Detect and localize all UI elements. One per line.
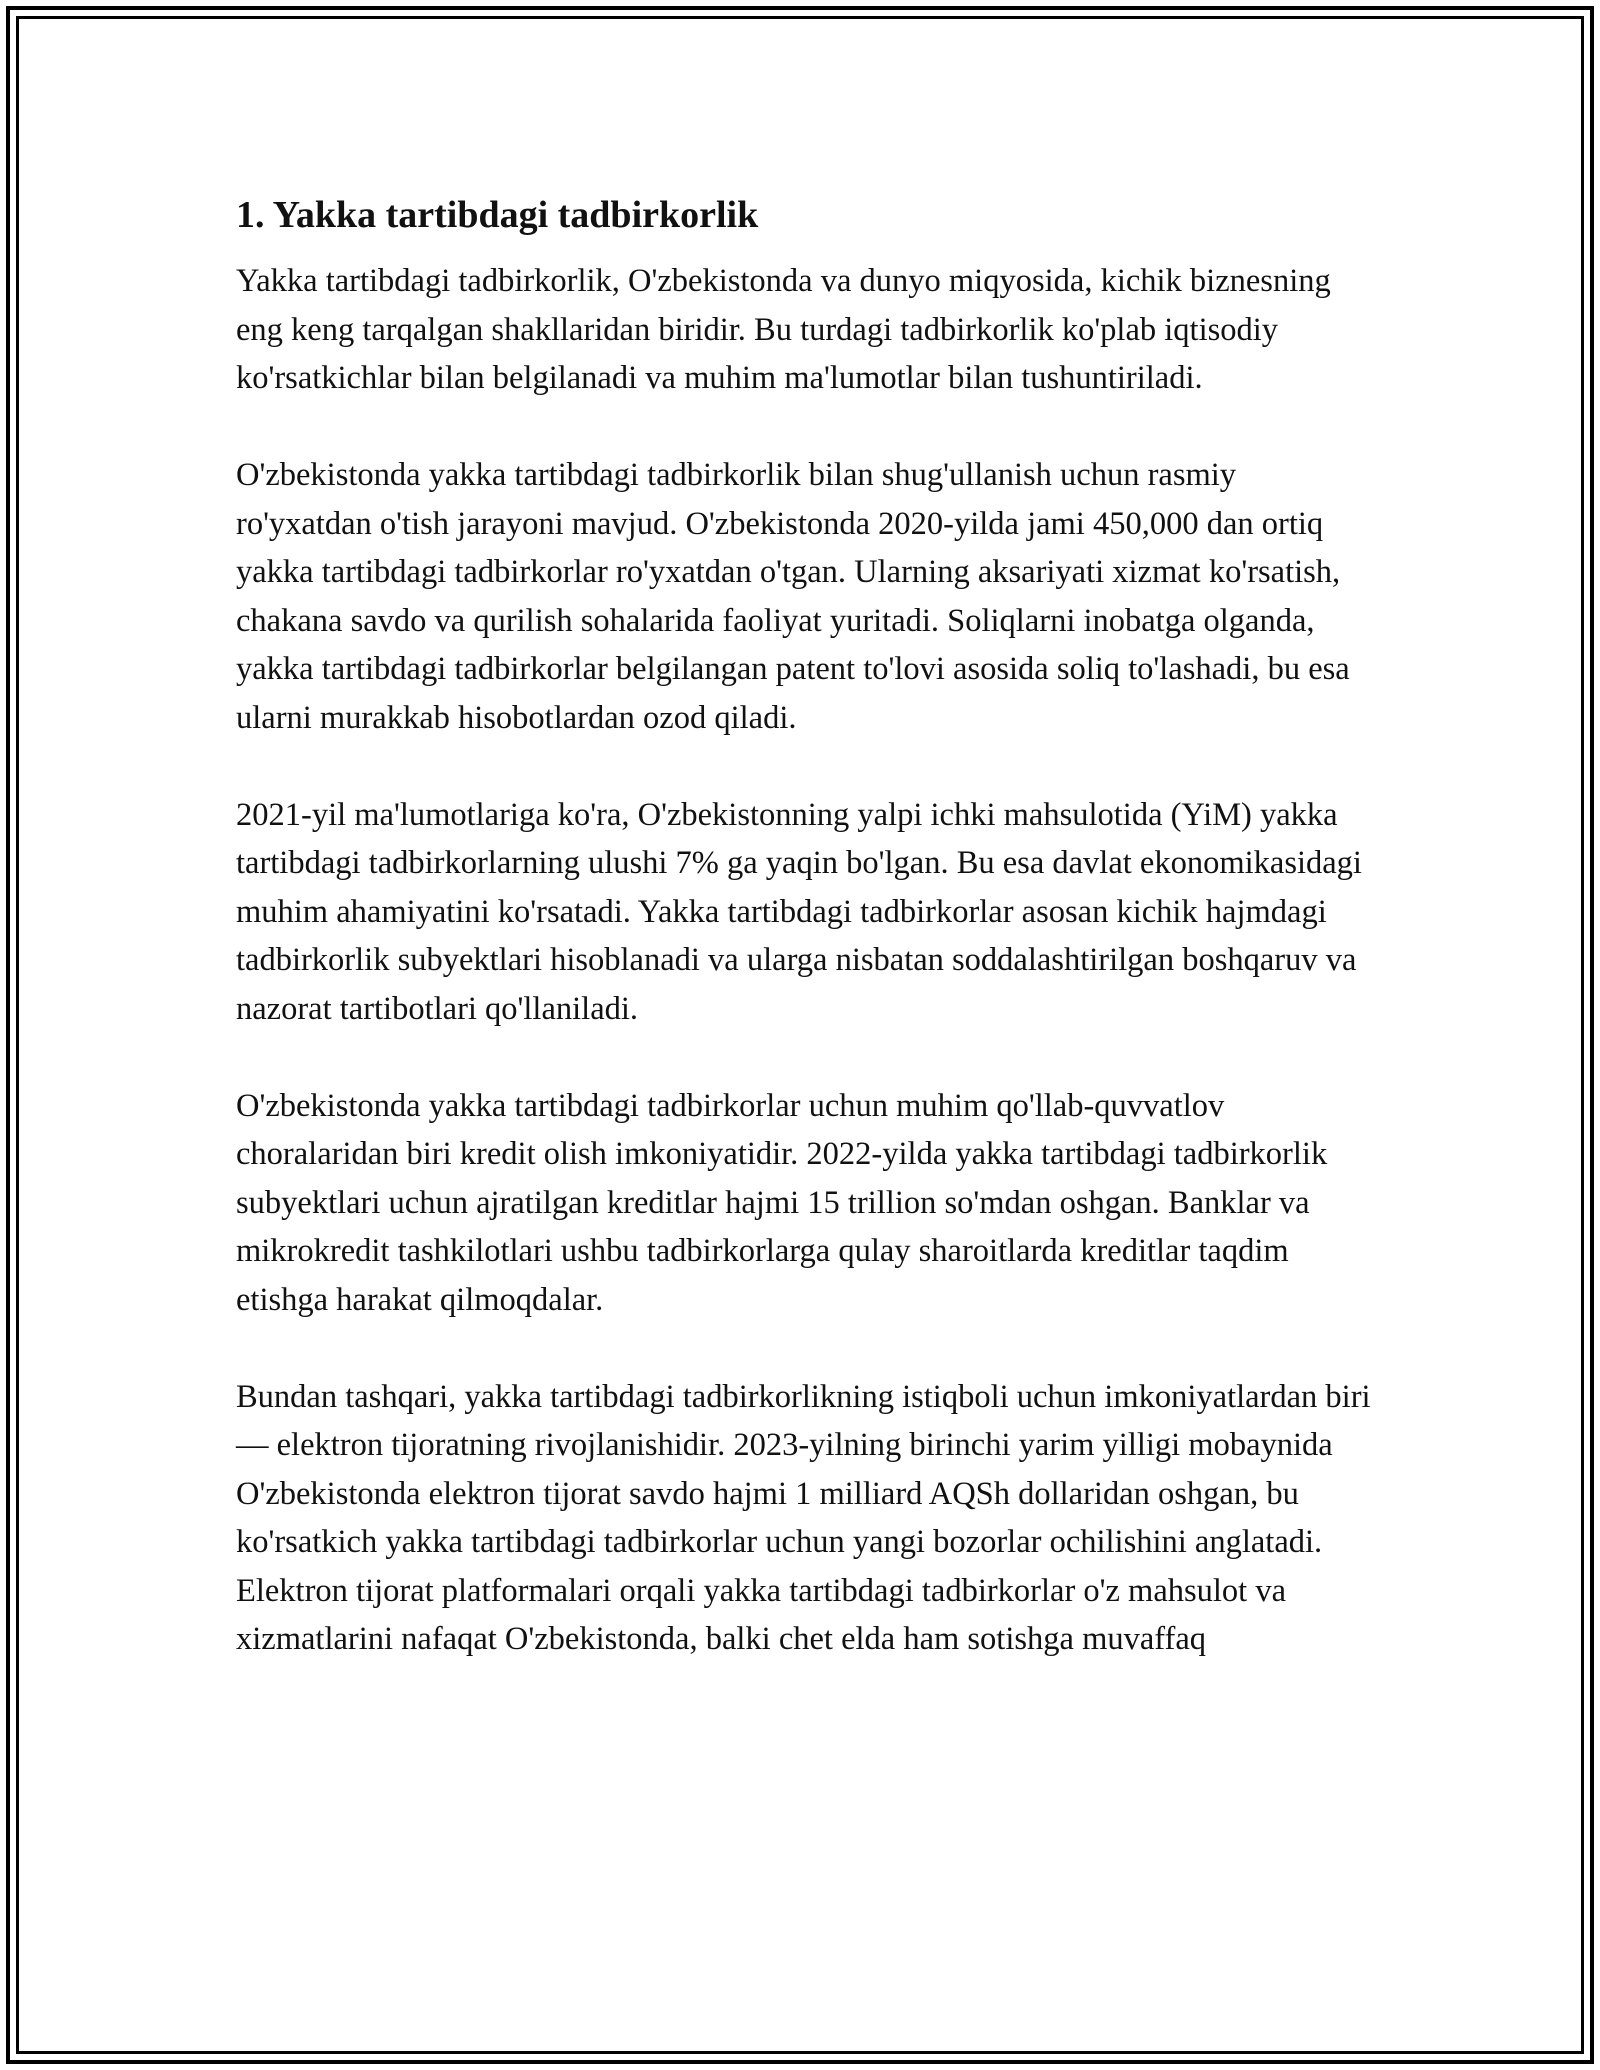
paragraph-registration: O'zbekistonda yakka tartibdagi tadbirkorlik bilan shug'ullanish uchun rasmiy ro'yxatdan o'tish jarayoni mavjud. O'zbekistonda 2020-yilda jami 450,000 dan ortiq yakka tartibdagi tadbirkorlar ro'yxatdan o'tgan. Ularning aksariyati xizmat ko'rsatish, chakana savdo va qurilish sohalarida faoliyat yuritadi. Soliqlarni inobatga olganda, yakka tartibdagi tadbirkorlar belgilangan patent to'lovi asosida soliq to'lashadi, bu esa ularni murakkab hisobotlardan ozod qiladi. <box>236 457 1350 736</box>
paragraph-ecommerce: Bundan tashqari, yakka tartibdagi tadbirkorlikning istiqboli uchun imkoniyatlardan biri — elektron tijoratning rivojlanishidir. 2023-yilning birinchi yarim yilligi mobaynida O'zbekistonda elektron tijorat savdo hajmi 1 milliard AQSh dollaridan oshgan, bu ko'rsatkich yakka tartibdagi tadbirkorlar uchun yangi bozorlar ochilishini anglatadi. Elektron tijorat platformalari orqali yakka tartibdagi tadbirkorlar o'z mahsulot va xizmatlarini nafaqat O'zbekistonda, balki chet elda ham sotishga muvaffaq <box>236 1378 1371 1657</box>
paragraph-intro: Yakka tartibdagi tadbirkorlik, O'zbekistonda va dunyo miqyosida, kichik biznesning eng keng tarqalgan shakllaridan biridir. Bu turdagi tadbirkorlik ko'plab iqtisodiy ko'rsatkichlar bilan belgilanadi va muhim ma'lumotlar bilan tushuntiriladi. <box>236 263 1331 396</box>
paragraph-credit-support: O'zbekistonda yakka tartibdagi tadbirkorlar uchun muhim qo'llab-quvvatlov choralaridan biri kredit olish imkoniyatidir. 2022-yilda yakka tartibdagi tadbirkorlik subyektlari uchun ajratilgan kreditlar hajmi 15 trillion so'mdan oshgan. Banklar va mikrokredit tashkilotlari ushbu tadbirkorlarga qulay sharoitlarda kreditlar taqdim etishga harakat qilmoqdalar. <box>236 1087 1328 1318</box>
document-body <box>236 187 1372 1664</box>
section-heading: 1. Yakka tartibdagi tadbirkorlik <box>236 194 759 236</box>
paragraph-gdp-share: 2021-yil ma'lumotlariga ko'ra, O'zbekistonning yalpi ichki mahsulotida (YiM) yakka tartibdagi tadbirkorlarning ulushi 7% ga yaqin bo'lgan. Bu esa davlat ekonomikasidagi muhim ahamiyatini ko'rsatadi. Yakka tartibdagi tadbirkorlar asosan kichik hajmdagi tadbirkorlik subyektlari hisoblanadi va ularga nisbatan soddalashtirilgan boshqaruv va nazorat tartibotlari qo'llaniladi. <box>236 796 1362 1027</box>
